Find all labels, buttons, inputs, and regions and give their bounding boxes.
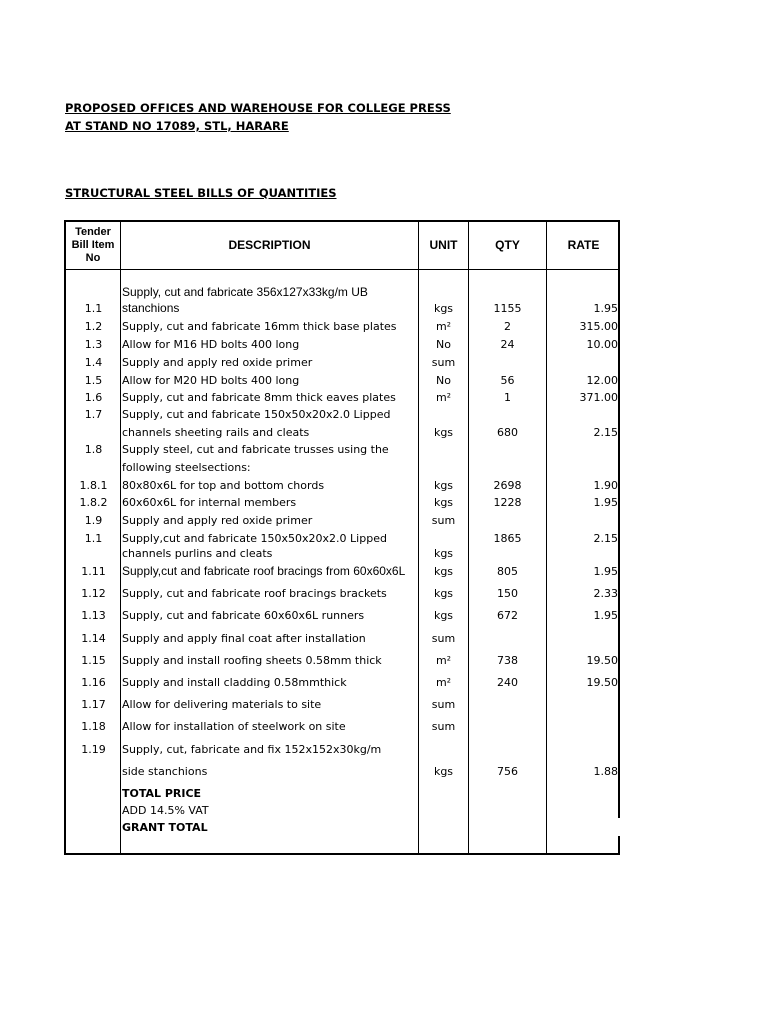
item-rate: 1.90 <box>593 479 618 492</box>
item-number: 1.6 <box>84 391 103 404</box>
item-unit: sum <box>431 632 456 645</box>
item-number: 1.3 <box>84 338 103 351</box>
item-number: 1.14 <box>81 632 106 645</box>
item-rate: 2.15 <box>593 426 618 439</box>
item-description: 80x80x6L for top and bottom chords <box>122 479 325 492</box>
item-unit: kgs <box>433 765 454 778</box>
item-description: GRANT TOTAL <box>122 821 208 834</box>
item-quantity: 738 <box>497 654 518 667</box>
item-description: Supply and apply final coat after installation <box>122 632 366 645</box>
item-number: 1.12 <box>81 587 106 600</box>
item-rate: 1.95 <box>593 609 618 622</box>
item-unit: kgs <box>433 496 454 509</box>
item-description: Allow for M16 HD bolts 400 long <box>122 338 300 351</box>
item-unit: sum <box>431 356 456 369</box>
item-number: 1.4 <box>84 356 103 369</box>
item-quantity: 24 <box>500 338 515 351</box>
item-quantity: 1228 <box>493 496 522 509</box>
item-unit: kgs <box>433 479 454 492</box>
item-unit: kgs <box>433 565 454 578</box>
item-number: 1.1 <box>84 532 103 545</box>
item-description: Supply, cut and fabricate 356x127x33kg/m UB <box>122 285 368 299</box>
item-rate: 12.00 <box>586 374 618 387</box>
item-description: Supply, cut and fabricate roof bracings brackets <box>122 587 387 600</box>
item-number: 1.18 <box>81 720 106 733</box>
item-number: 1.13 <box>81 609 106 622</box>
item-number: 1.19 <box>81 743 106 756</box>
item-rate: 1.95 <box>593 496 618 509</box>
item-number: 1.8 <box>84 443 103 456</box>
item-description: side stanchions <box>122 765 208 778</box>
item-number: 1.7 <box>84 408 103 421</box>
item-unit: m² <box>435 320 452 333</box>
item-quantity: 805 <box>497 565 518 578</box>
item-description: Supply, cut and fabricate 8mm thick eaves plates <box>122 391 396 404</box>
item-description: Supply and apply red oxide primer <box>122 514 313 527</box>
item-rate: 10.00 <box>586 338 618 351</box>
item-quantity: 756 <box>497 765 518 778</box>
item-quantity: 680 <box>497 426 518 439</box>
project-title: PROPOSED OFFICES AND WAREHOUSE FOR COLLEGE PRESS <box>65 101 451 115</box>
item-quantity: 240 <box>497 676 518 689</box>
item-unit: m² <box>435 676 452 689</box>
item-unit: kgs <box>433 426 454 439</box>
item-unit: No <box>436 374 451 387</box>
item-description: Supply, cut and fabricate 60x60x6L runners <box>122 609 365 622</box>
item-description: channels purlins and cleats <box>122 547 273 560</box>
item-rate: 2.15 <box>593 532 618 545</box>
item-unit: sum <box>431 698 456 711</box>
header-qty: QTY <box>495 238 520 252</box>
item-unit: sum <box>431 514 456 527</box>
table-right-border <box>618 836 620 855</box>
item-unit: kgs <box>433 547 454 560</box>
header-unit: UNIT <box>429 238 458 252</box>
item-number: 1.8.1 <box>79 479 108 492</box>
item-quantity: 150 <box>497 587 518 600</box>
item-number: 1.11 <box>81 565 106 578</box>
item-description: Supply, cut, fabricate and fix 152x152x30kg/m <box>122 743 382 756</box>
item-quantity: 2698 <box>493 479 522 492</box>
item-quantity: 1865 <box>493 532 522 545</box>
item-description: stanchions <box>122 301 180 315</box>
item-number: 1.16 <box>81 676 106 689</box>
item-quantity: 56 <box>500 374 515 387</box>
bill-of-quantities-table <box>64 220 620 855</box>
item-description: Supply and apply red oxide primer <box>122 356 313 369</box>
item-rate: 19.50 <box>586 676 618 689</box>
item-description: Allow for installation of steelwork on site <box>122 720 346 733</box>
item-number: 1.1 <box>84 302 103 315</box>
item-number: 1.15 <box>81 654 106 667</box>
item-description: Supply and install cladding 0.58mmthick <box>122 676 347 689</box>
item-unit: m² <box>435 391 452 404</box>
item-rate: 371.00 <box>579 391 618 404</box>
item-rate: 2.33 <box>593 587 618 600</box>
item-quantity: 1 <box>504 391 511 404</box>
item-description: following steelsections: <box>122 461 251 474</box>
item-number: 1.9 <box>84 514 103 527</box>
item-rate: 1.88 <box>593 765 618 778</box>
item-description: 60x60x6L for internal members <box>122 496 297 509</box>
item-unit: kgs <box>433 609 454 622</box>
item-quantity: 672 <box>497 609 518 622</box>
item-unit: kgs <box>433 587 454 600</box>
item-description: ADD 14.5% VAT <box>122 804 209 817</box>
item-description: Allow for delivering materials to site <box>122 698 322 711</box>
item-rate: 1.95 <box>593 302 618 315</box>
item-rate: 19.50 <box>586 654 618 667</box>
item-unit: m² <box>435 654 452 667</box>
item-description: Allow for M20 HD bolts 400 long <box>122 374 300 387</box>
item-rate: 1.95 <box>593 565 618 578</box>
item-description: TOTAL PRICE <box>122 787 202 800</box>
item-unit: No <box>436 338 451 351</box>
header-item-no: Tender Bill Item No <box>71 226 115 264</box>
item-description: Supply, cut and fabricate 16mm thick base plates <box>122 320 397 333</box>
item-description: Supply, cut and fabricate 150x50x20x2.0 Lipped <box>122 408 391 421</box>
item-description: Supply steel, cut and fabricate trusses using the <box>122 443 389 456</box>
item-description: channels sheeting rails and cleats <box>122 426 310 439</box>
item-number: 1.17 <box>81 698 106 711</box>
item-quantity: 2 <box>504 320 511 333</box>
item-unit: kgs <box>433 302 454 315</box>
item-number: 1.2 <box>84 320 103 333</box>
item-description: Supply,cut and fabricate roof bracings from 60x60x6L <box>122 564 406 578</box>
project-location: AT STAND NO 17089, STL, HARARE <box>65 119 289 133</box>
item-quantity: 1155 <box>493 302 522 315</box>
table-right-border <box>618 220 620 818</box>
item-description: Supply,cut and fabricate 150x50x20x2.0 Lipped <box>122 532 387 545</box>
item-number: 1.5 <box>84 374 103 387</box>
item-rate: 315.00 <box>579 320 618 333</box>
item-number: 1.8.2 <box>79 496 108 509</box>
header-rate: RATE <box>567 238 600 252</box>
header-description: DESCRIPTION <box>228 238 311 252</box>
section-title: STRUCTURAL STEEL BILLS OF QUANTITIES <box>65 186 337 200</box>
header-divider <box>66 269 620 270</box>
item-unit: sum <box>431 720 456 733</box>
item-description: Supply and install roofing sheets 0.58mm thick <box>122 654 382 667</box>
